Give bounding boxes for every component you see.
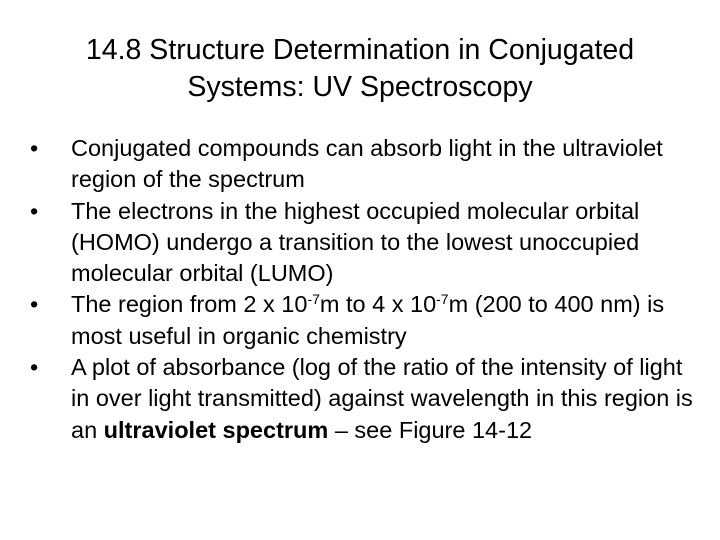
- bullet-item-region: [30, 289, 702, 352]
- bullet-dot: •: [30, 354, 39, 381]
- exponent: -7: [436, 291, 449, 308]
- bullet-item-homo-lumo: [30, 196, 702, 290]
- exponent: -7: [307, 291, 320, 308]
- bullet-list: [30, 133, 702, 446]
- bullet-text-part: A plot of absorbance (log of the ratio of the intensity of light in over light transmitted) against wavelength in this region is an: [71, 354, 693, 443]
- bullet-text-part: m to 4 x 10: [319, 291, 437, 318]
- bullet-item-conjugated-absorb: [30, 133, 702, 196]
- bullet-text: Conjugated compounds can absorb light in the ultraviolet region of the spectrum: [71, 135, 663, 193]
- bullet-text-part: – see Figure 14-12: [328, 416, 533, 443]
- bullet-dot: •: [30, 197, 39, 224]
- bullet-dot: •: [30, 291, 39, 318]
- bullet-text-part: m (200 to 400 nm) is most useful in organic chemistry: [71, 291, 665, 349]
- slide-title: [20, 32, 700, 106]
- slide-title-line-2: Systems: UV Spectroscopy: [187, 71, 533, 103]
- bullet-text-part: The region from 2 x 10: [71, 291, 308, 318]
- bullet-dot: •: [30, 135, 39, 161]
- bullet-item-uv-spectrum: [30, 352, 702, 446]
- bold-term: ultraviolet spectrum: [103, 416, 329, 443]
- slide-title-line-1: 14.8 Structure Determination in Conjugated: [85, 34, 635, 66]
- bullet-text: The electrons in the highest occupied molecular orbital (HOMO) undergo a transition to the lowest unoccupied molecular orbital (LUMO): [71, 197, 640, 287]
